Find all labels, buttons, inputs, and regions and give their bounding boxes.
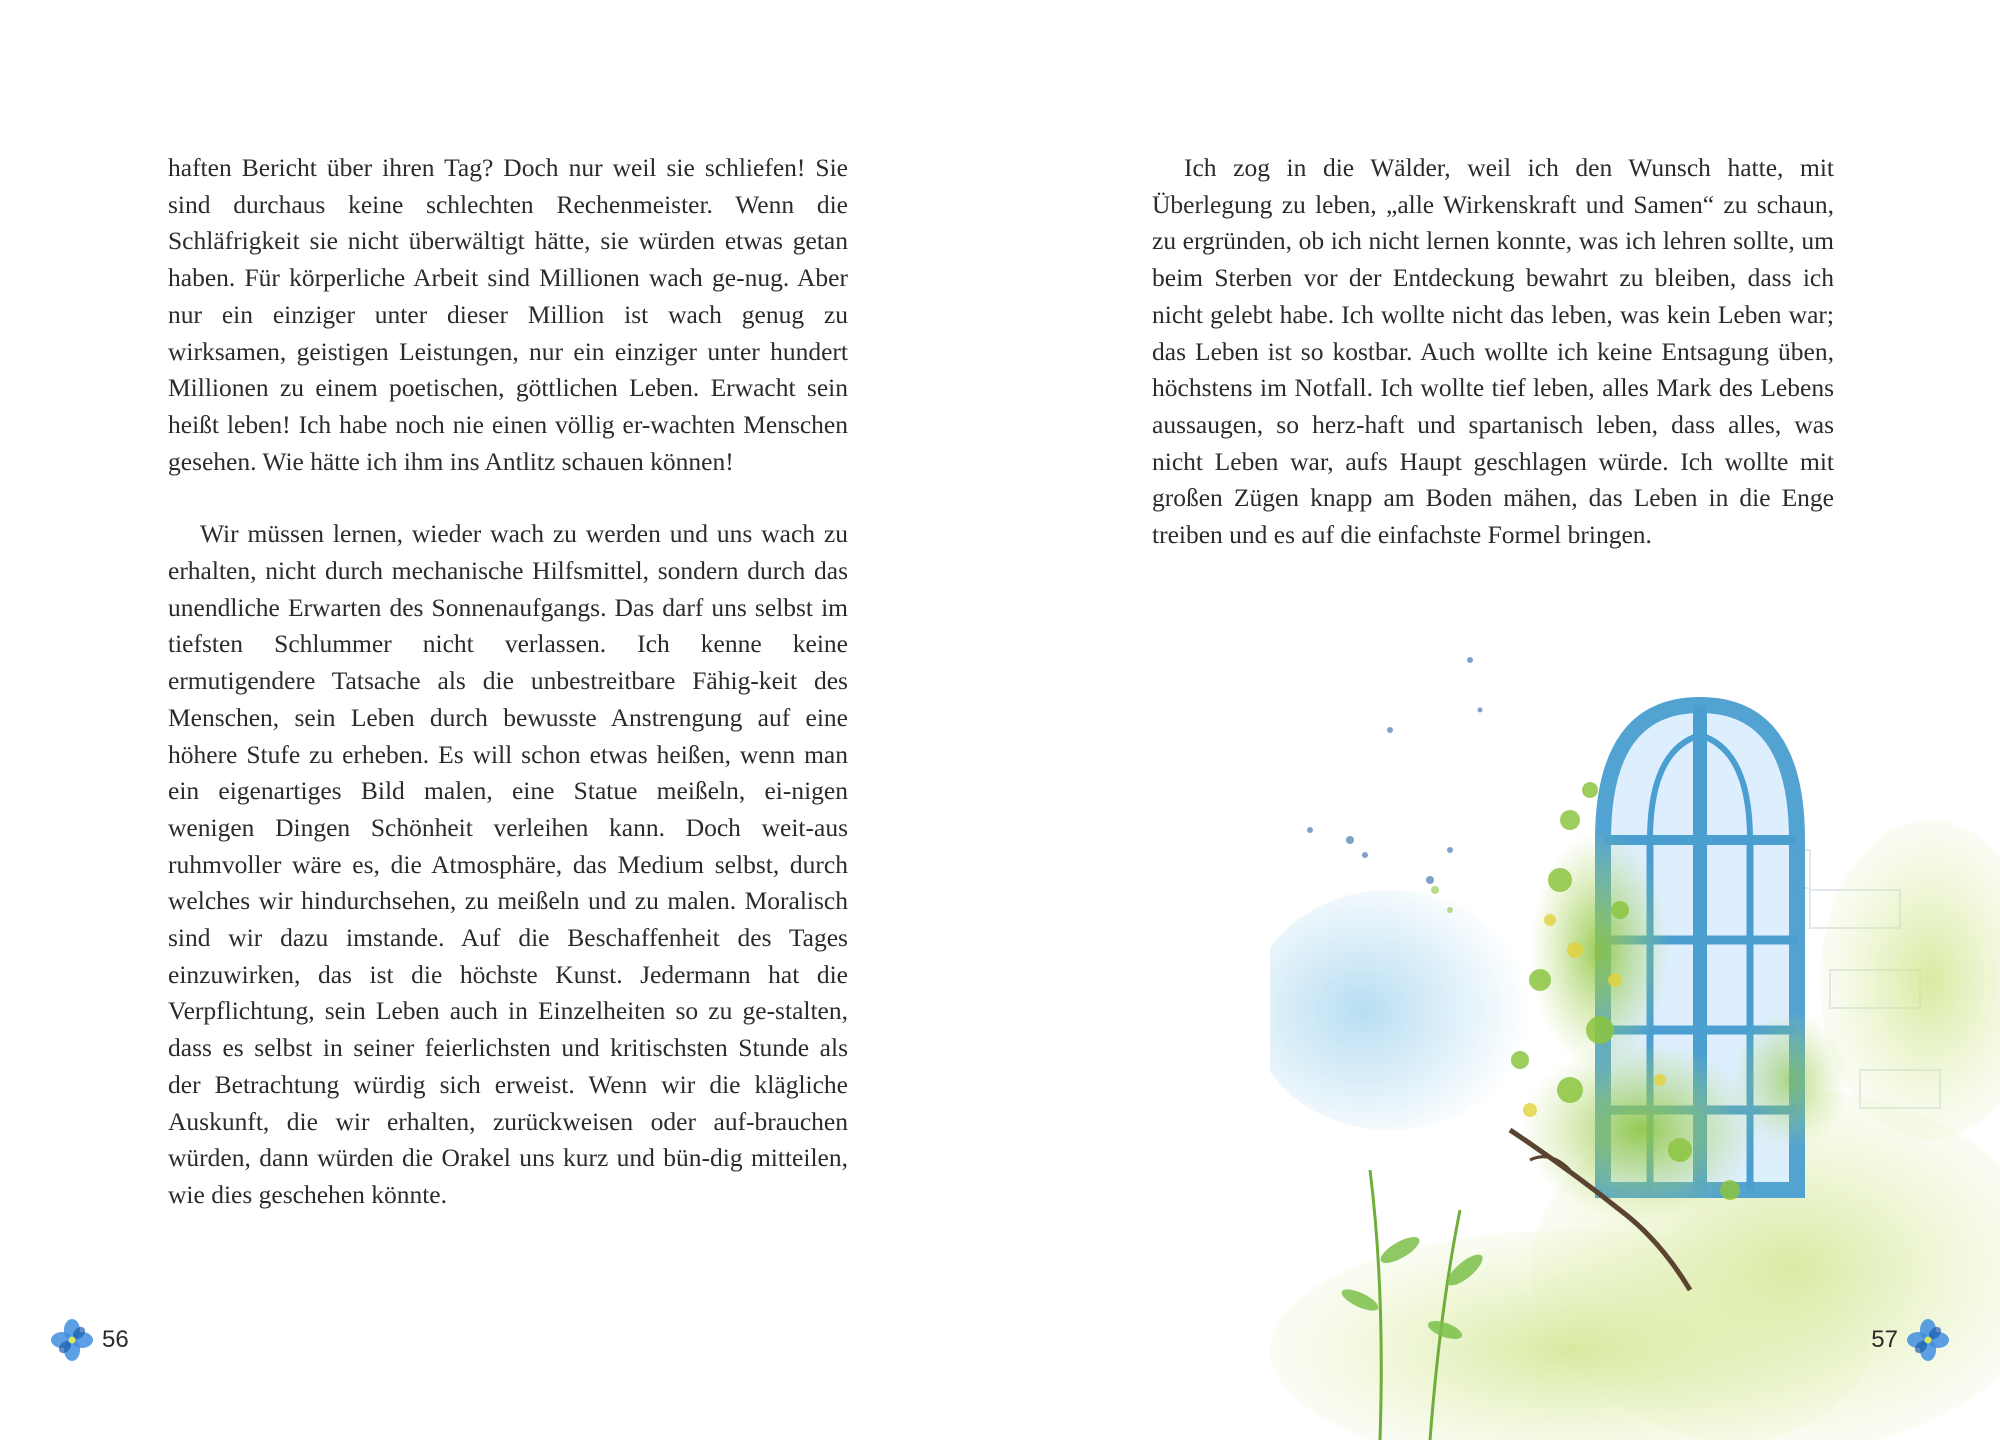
page-folio-left (50, 1318, 137, 1362)
paragraph: Wir müssen lernen, wieder wach zu werden und uns wach zu erhalten, nicht durch mechanische Hilfsmittel, sondern durch das unendliche Erwarten des Sonnenaufgangs. Das darf uns selbst im tiefsten Schlummer nicht verlassen. Ich kenne keine ermutigendere Tatsache als die unbestreitbare Fähig-keit des Menschen, sein Leben durch bewusste Anstrengung auf eine höhere Stufe zu erheben. Es will schon etwas heißen, wenn man ein eigenartiges Bild malen, eine Statue meißeln, ei-nigen wenigen Dingen Schönheit verleihen kann. Doch weit-aus ruhmvoller wäre es, die Atmosphäre, das Medium selbst, durch welches wir hindurchsehen, zu meißeln und zu malen. Moralisch sind wir dazu imstande. Auf die Beschaffenheit des Tages einzuwirken, das ist die höchste Kunst. Jedermann hat die Verpflichtung, sein Leben auch in Einzelheiten so zu ge-stalten, dass es selbst in seiner feierlichsten und kritischsten Stunde als der Betrachtung würdig sich erweist. Wenn wir die klägliche Auskunft, die wir erhalten, zurückweisen oder auf-brauchen würden, dann würden die Orakel uns kurz und bün-dig mitteilen, wie dies geschehen könnte. (168, 519, 848, 1209)
right-page-text (1152, 150, 1834, 554)
paragraph: haften Bericht über ihren Tag? Doch nur weil sie schliefen! Sie sind durchaus keine schlechten Rechenmeister. Wenn die Schläfrigkeit sie nicht überwältigt hätte, sie würden etwas getan haben. Für körperliche Arbeit sind Millionen wach ge-nug. Aber nur ein einziger unter dieser Million ist wach genug zu wirksamen, geistigen Leistungen, nur ein einziger unter hundert Millionen zu einem poetischen, göttlichen Leben. Erwacht sein heißt leben! Ich habe noch nie einen völlig er-wachten Menschen gesehen. Wie hätte ich ihm ins Antlitz schauen können! (168, 153, 848, 476)
blue-flower-icon (50, 1318, 94, 1362)
page-number: 56 (102, 1326, 129, 1353)
blue-flower-icon (1906, 1318, 1950, 1362)
right-page (1000, 0, 2000, 1440)
page-folio-right (1863, 1318, 1950, 1362)
left-page-text (168, 150, 848, 1214)
paragraph: Ich zog in die Wälder, weil ich den Wunsch hatte, mit Überlegung zu leben, „alle Wirkenskraft und Samen“ zu schaun, zu ergründen, ob ich nicht lernen konnte, was ich lehren sollte, um beim Sterben vor der Entdeckung bewahrt zu bleiben, dass ich nicht gelebt habe. Ich wollte nicht das leben, was kein Leben war; das Leben ist so kostbar. Auch wollte ich keine Entsagung üben, höchstens im Notfall. Ich wollte tief leben, alles Mark des Lebens aussaugen, so herz-haft und spartanisch leben, dass alles, was nicht Leben war, aufs Haupt geschlagen würde. Ich wollte mit großen Zügen knapp am Boden mähen, das Leben in die Enge treiben und es auf die einfachste Formel bringen. (1152, 153, 1834, 550)
page-number: 57 (1871, 1326, 1898, 1353)
